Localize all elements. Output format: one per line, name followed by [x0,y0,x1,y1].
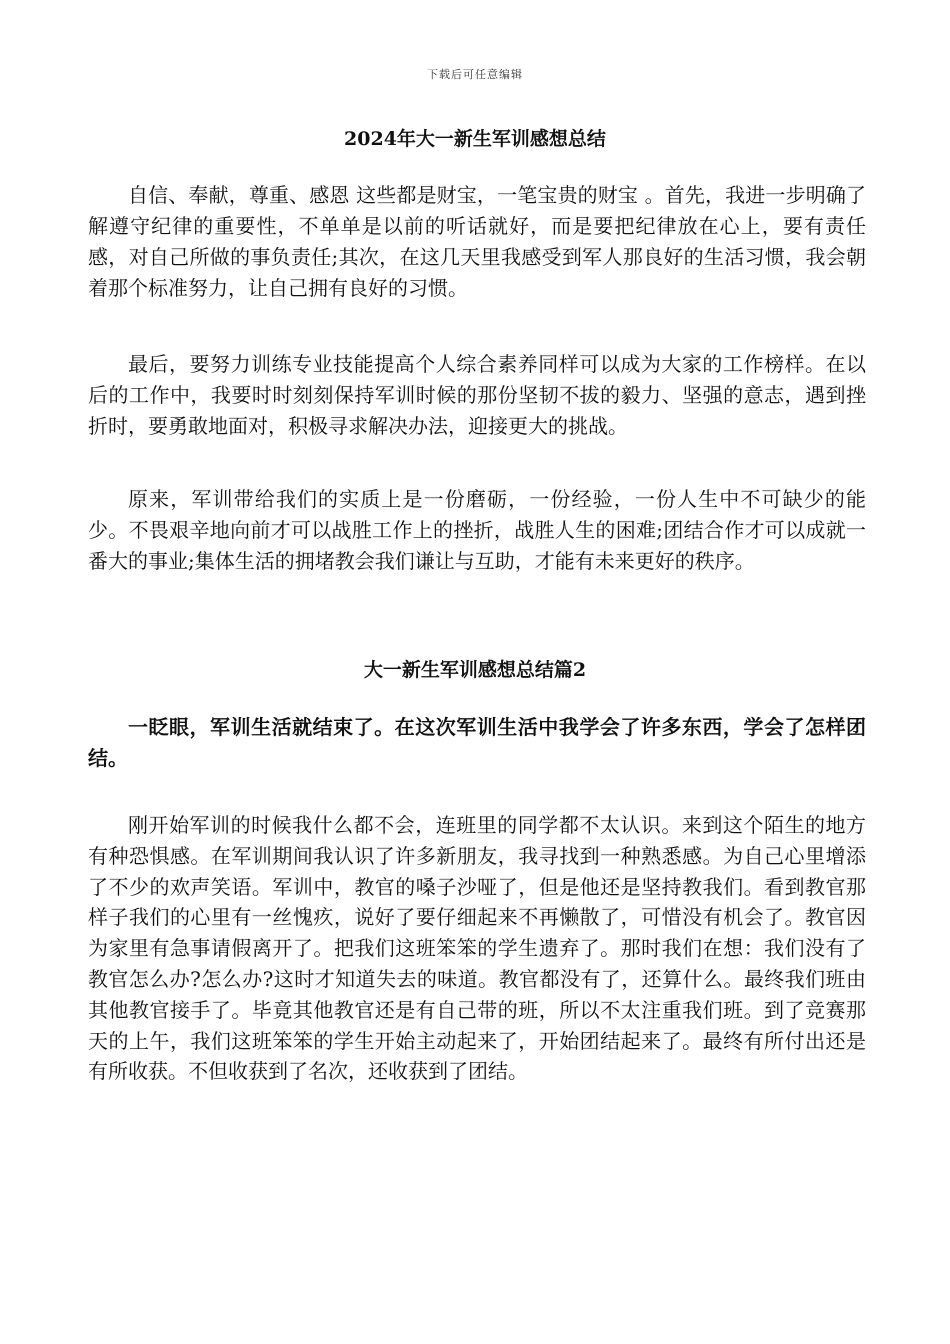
paragraph-2: 最后，要努力训练专业技能提高个人综合素养同样可以成为大家的工作榜样。在以后的工作中，我要时时刻刻保持军训时候的那份坚韧不拔的毅力、坚强的意志，遇到挫折时，要勇敢地面对，积极寻求解决办法，迎接更大的挑战。 [88,352,866,438]
paragraph-3: 原来，军训带给我们的实质上是一份磨砺，一份经验，一份人生中不可缺少的能少。不畏艰辛地向前才可以战胜工作上的挫折，战胜人生的困难;团结合作才可以成就一番大的事业;集体生活的拥堵教会我们谦让与互助，才能有未来更好的秩序。 [88,487,866,573]
section-body-paragraph: 刚开始军训的时候我什么都不会，连班里的同学都不太认识。来到这个陌生的地方有种恐惧感。在军训期间我认识了许多新朋友，我寻找到一种熟悉感。为自己心里增添了不少的欢声笑语。军训中，教官的嗓子沙哑了，但是他还是坚持教我们。看到教官那样子我们的心里有一丝愧疚，说好了要仔细起来不再懒散了，可惜没有机会了。教官因为家里有急事请假离开了。把我们这班笨笨的学生遗弃了。那时我们在想：我们没有了教官怎么办?怎么办?这时才知道失去的味道。教官都没有了，还算什么。最终我们班由其他教官接手了。毕竟其他教官还是有自己带的班，所以不太注重我们班。到了竞赛那天的上午，我们这班笨笨的学生开始主动起来了，开始团结起来了。最终有所付出还是有所收获。不但收获到了名次，还收获到了团结。 [88,813,866,1084]
page-title: 2024年大一新生军训感想总结 [344,128,606,150]
section-lead-paragraph: 一眨眼，军训生活就结束了。在这次军训生活中我学会了许多东西，学会了怎样团结。 [88,715,866,770]
header-note: 下载后可任意编辑 [427,68,523,81]
section-title: 大一新生军训感想总结篇2 [363,659,587,681]
paragraph-1: 自信、奉献，尊重、感恩 这些都是财宝，一笔宝贵的财宝 。首先，我进一步明确了解遵守纪律的重要性，不单单是以前的听话就好，而是要把纪律放在心上，要有责任感，对自己所做的事负责任;其次，在这几天里我感受到军人那良好的生活习惯，我会朝着那个标准努力，让自己拥有良好的习惯。 [88,183,866,300]
